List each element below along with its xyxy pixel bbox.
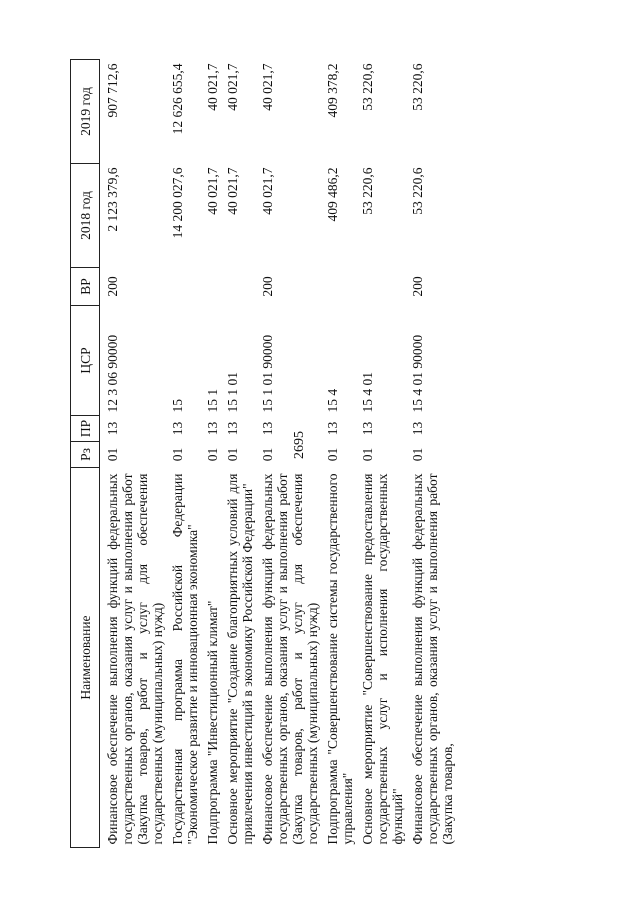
row-2018: 53 220,6: [410, 167, 425, 215]
row-name: Основное мероприятие "Совершенствование предоставления государственных услуг и исполнения государственных функций": [360, 473, 405, 845]
row-pr: 13: [105, 421, 120, 436]
row-rz: 01: [325, 447, 340, 462]
row-csr: 15 1 01 90000: [260, 334, 275, 413]
row-2019: 53 220,6: [360, 63, 375, 111]
row-pr: 13: [170, 421, 185, 436]
row-pr: 13: [410, 421, 425, 436]
row-2018: 14 200 027,6: [170, 167, 185, 239]
row-2019: 40 021,7: [225, 63, 240, 111]
row-vr: 200: [260, 276, 275, 297]
row-csr: 15 4: [325, 388, 340, 413]
row-2018: 40 021,7: [205, 167, 220, 215]
row-2018: 40 021,7: [225, 167, 240, 215]
row-2019: 907 712,6: [105, 63, 120, 118]
column-header-pr: ПР: [71, 416, 100, 442]
row-name: Государственная программа Российской Федерации "Экономическое развитие и инновационная экономика": [170, 473, 200, 845]
row-name: Основное мероприятие "Создание благоприятных условий для привлечения инвестиций в экономику Российской Федерации": [225, 473, 255, 845]
table-row: [200, 60, 220, 848]
row-rz: 01: [410, 447, 425, 462]
table-row: [220, 60, 255, 848]
row-name: Финансовое обеспечение выполнения функций федеральных государственных органов, оказания услуг и выполнения работ (Закупка товаров,: [410, 473, 455, 845]
table-row: [320, 60, 355, 848]
row-pr: 13: [325, 421, 340, 436]
row-vr: [355, 268, 405, 306]
row-csr: 15 1 01: [225, 372, 240, 413]
table-row: [405, 60, 455, 848]
row-rz: 01: [360, 447, 375, 462]
row-vr: 200: [105, 276, 120, 297]
row-name: Подпрограмма "Совершенствование системы государственного управления": [325, 473, 355, 845]
row-rz: 01: [205, 447, 220, 462]
row-2019: 40 021,7: [260, 63, 275, 111]
row-csr: 15 4 01 90000: [410, 334, 425, 413]
row-pr: 13: [225, 421, 240, 436]
row-2018: 53 220,6: [360, 167, 375, 215]
row-vr: [165, 268, 200, 306]
row-rz: 01: [105, 447, 120, 462]
row-name: Финансовое обеспечение выполнения функций федеральных государственных органов, оказания услуг и выполнения работ (Закупка товаров, работ и услуг для обеспечения государственных (муниципальных) нужд): [105, 473, 165, 845]
row-csr: 15 1: [205, 388, 220, 413]
row-csr: 15 4 01: [360, 372, 375, 413]
row-vr: [320, 268, 355, 306]
column-header-2018: 2018 год: [71, 164, 100, 268]
row-pr: 13: [360, 421, 375, 436]
row-rz: 01: [170, 447, 185, 462]
table-header-row: [71, 60, 100, 848]
row-2019: 12 626 655,4: [170, 63, 185, 135]
row-2019: 53 220,6: [410, 63, 425, 111]
budget-table-sheet: [70, 60, 608, 848]
page-number: 2695: [292, 431, 307, 459]
row-vr: [220, 268, 255, 306]
table-row: [165, 60, 200, 848]
column-header-csr: ЦСР: [71, 306, 100, 416]
column-header-vr: ВР: [71, 268, 100, 306]
row-pr: 13: [205, 421, 220, 436]
row-rz: 01: [260, 447, 275, 462]
row-csr: 12 3 06 90000: [105, 334, 120, 413]
row-name: Финансовое обеспечение выполнения функций федеральных государственных органов, оказания услуг и выполнения работ (Закупка товаров, работ и услуг для обеспечения государственных (муниципальных) нужд): [260, 473, 320, 845]
table-row: [255, 60, 320, 848]
row-pr: 13: [260, 421, 275, 436]
column-header-2019: 2019 год: [71, 60, 100, 164]
table-row: [100, 60, 166, 848]
row-name: Подпрограмма "Инвестиционный климат": [205, 600, 220, 845]
row-vr: [200, 268, 220, 306]
table-row: [355, 60, 405, 848]
row-vr: 200: [410, 276, 425, 297]
row-2018: 2 123 379,6: [105, 167, 120, 232]
row-2018: 40 021,7: [260, 167, 275, 215]
row-csr: 15: [170, 399, 185, 413]
row-2018: 409 486,2: [325, 167, 340, 222]
budget-table: [70, 59, 455, 848]
row-2019: 409 378,2: [325, 63, 340, 118]
row-rz: 01: [225, 447, 240, 462]
column-header-rz: Рз: [71, 442, 100, 468]
column-header-name: Наименование: [71, 468, 100, 848]
row-2019: 40 021,7: [205, 63, 220, 111]
